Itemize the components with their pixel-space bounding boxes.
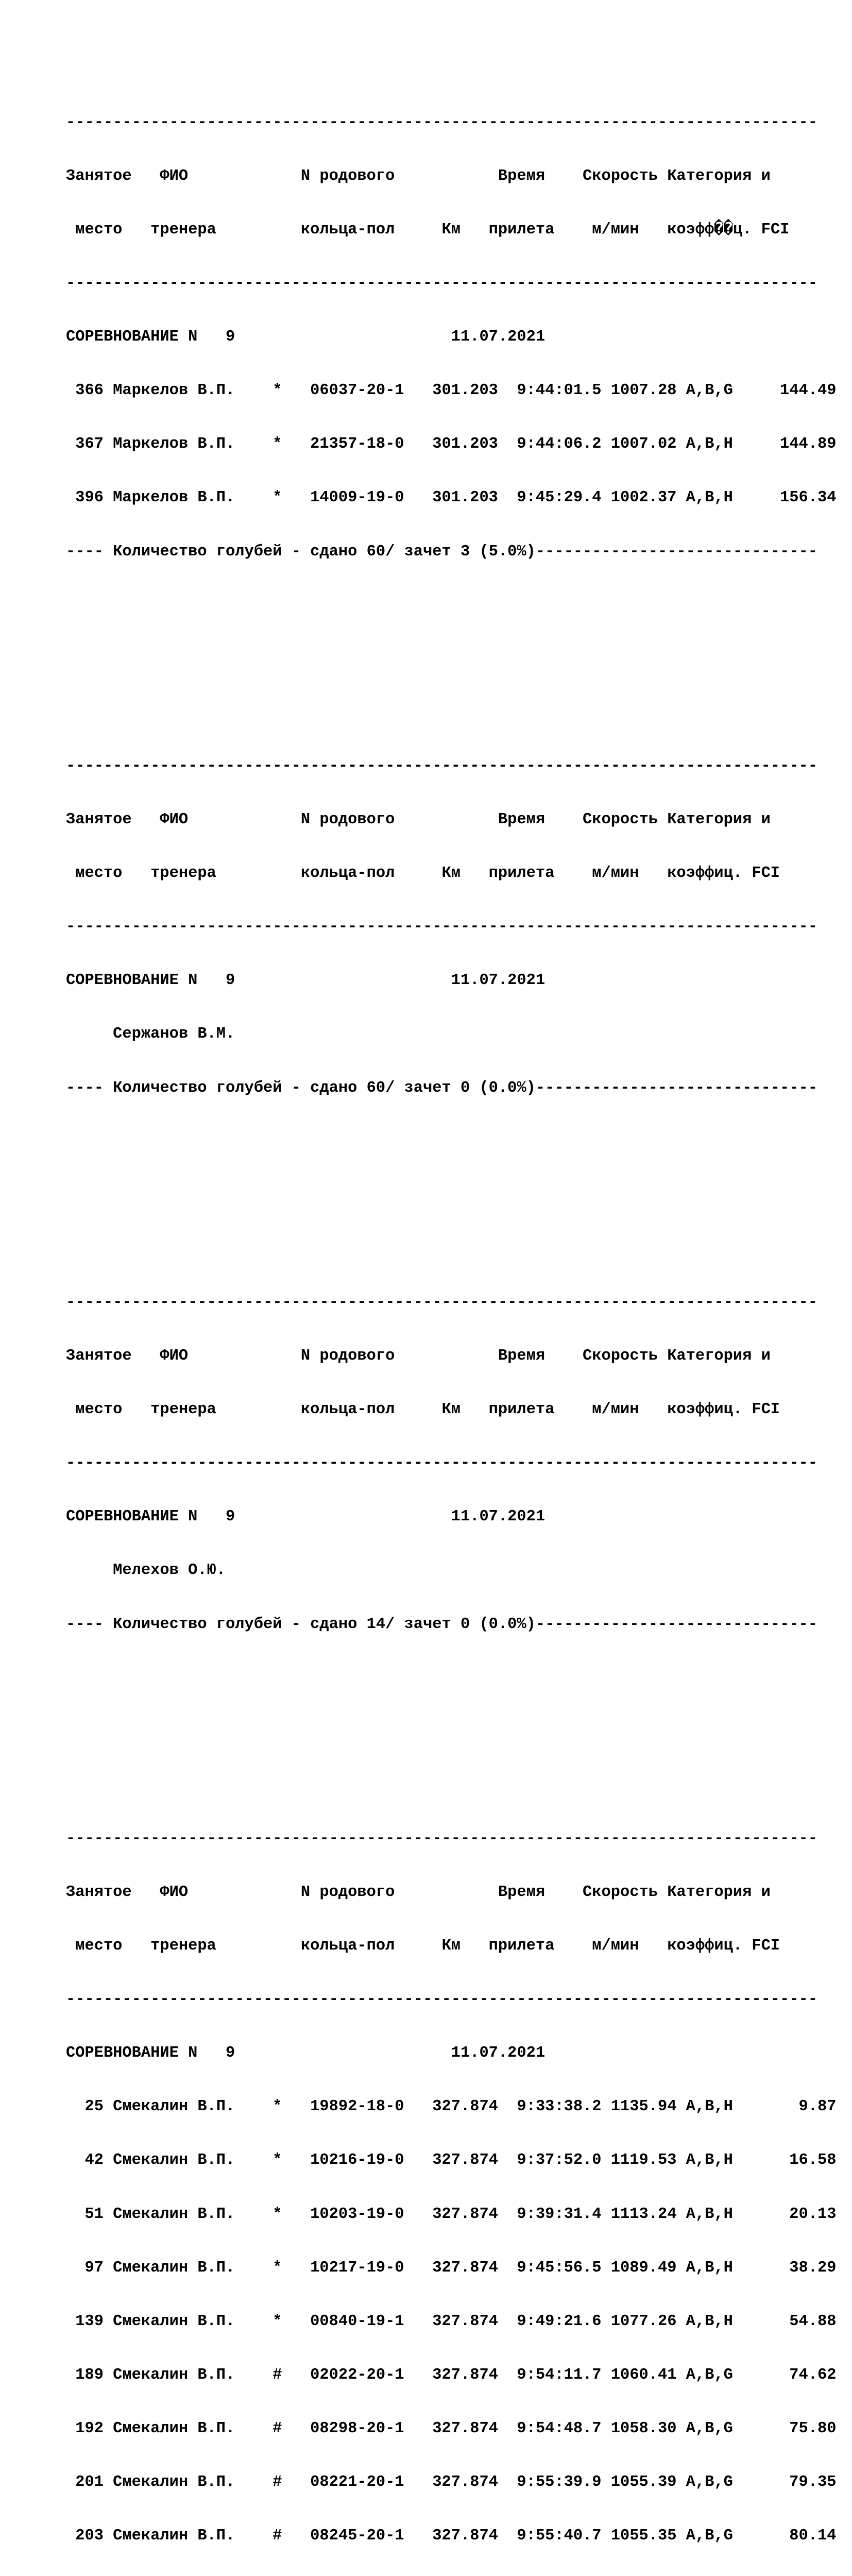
- separator-line: --------------------------------------------------------------------------------: [66, 757, 839, 775]
- separator-line: --------------------------------------------------------------------------------: [66, 1454, 839, 1472]
- summary-line: ---- Количество голубей - сдано 14/ зачет 0 (0.0%)------------------------------: [66, 1616, 839, 1634]
- separator-line: --------------------------------------------------------------------------------: [66, 114, 839, 132]
- summary-line: ---- Количество голубей - сдано 60/ зачет 0 (0.0%)------------------------------: [66, 1079, 839, 1097]
- result-row: 51 Смекалин В.П. * 10203-19-0 327.874 9:39:31.4 1113.24 A,B,H 20.13: [66, 2206, 839, 2224]
- block-gap: [66, 632, 839, 668]
- result-row: 97 Смекалин В.П. * 10217-19-0 327.874 9:45:56.5 1089.49 A,B,H 38.29: [66, 2259, 839, 2277]
- block-gap: [66, 1168, 839, 1204]
- result-row: 367 Маркелов В.П. * 21357-18-0 301.203 9:44:06.2 1007.02 A,B,H 144.89: [66, 435, 839, 453]
- results-block-markelov: [66, 78, 839, 596]
- summary-line: ---- Количество голубей - сдано 60/ зачет 3 (5.0%)------------------------------: [66, 543, 839, 561]
- result-row: 139 Смекалин В.П. * 00840-19-1 327.874 9:49:21.6 1077.26 A,B,H 54.88: [66, 2313, 839, 2331]
- trainer-name: Мелехов О.Ю.: [66, 1562, 839, 1580]
- block-gap: [66, 1705, 839, 1740]
- result-row: 192 Смекалин В.П. # 08298-20-1 327.874 9:54:48.7 1058.30 A,B,G 75.80: [66, 2420, 839, 2438]
- header-line-2: место тренера кольца-пол Км прилета м/мин коэффиц. FCI: [66, 1937, 839, 1955]
- result-row: 396 Маркелов В.П. * 14009-19-0 301.203 9:45:29.4 1002.37 A,B,H 156.34: [66, 489, 839, 507]
- separator-line: --------------------------------------------------------------------------------: [66, 1991, 839, 2009]
- header-line-2: место тренера кольца-пол Км прилета м/мин коэффиц. FCI: [66, 865, 839, 883]
- separator-line: --------------------------------------------------------------------------------: [66, 918, 839, 936]
- result-row: 42 Смекалин В.П. * 10216-19-0 327.874 9:37:52.0 1119.53 A,B,H 16.58: [66, 2151, 839, 2170]
- trainer-name: Сержанов В.М.: [66, 1025, 839, 1043]
- results-block-melekhov: [66, 1258, 839, 1669]
- result-row: 366 Маркелов В.П. * 06037-20-1 301.203 9:44:01.5 1007.28 A,B,G 144.49: [66, 382, 839, 400]
- header-line-1: Занятое ФИО N родового Время Скорость Категория и: [66, 1347, 839, 1365]
- separator-line: --------------------------------------------------------------------------------: [66, 1294, 839, 1312]
- result-row: 25 Смекалин В.П. * 19892-18-0 327.874 9:33:38.2 1135.94 A,B,H 9.87: [66, 2098, 839, 2116]
- competition-title: СОРЕВНОВАНИЕ N 9 11.07.2021: [66, 328, 839, 346]
- competition-title: СОРЕВНОВАНИЕ N 9 11.07.2021: [66, 1508, 839, 1526]
- competition-title: СОРЕВНОВАНИЕ N 9 11.07.2021: [66, 2044, 839, 2062]
- header-line-1: Занятое ФИО N родового Время Скорость Категория и: [66, 167, 839, 185]
- result-row: 203 Смекалин В.П. # 08245-20-1 327.874 9:55:40.7 1055.35 A,B,G 80.14: [66, 2527, 839, 2545]
- separator-line: --------------------------------------------------------------------------------: [66, 275, 839, 293]
- competition-title: СОРЕВНОВАНИЕ N 9 11.07.2021: [66, 972, 839, 990]
- separator-line: --------------------------------------------------------------------------------: [66, 1830, 839, 1848]
- results-block-serzhanov: [66, 722, 839, 1133]
- result-row: 189 Смекалин В.П. # 02022-20-1 327.874 9:54:11.7 1060.41 A,B,G 74.62: [66, 2366, 839, 2384]
- header-line-2: место тренера кольца-пол Км прилета м/мин коэффиц. FCI: [66, 1401, 839, 1419]
- result-row: 201 Смекалин В.П. # 08221-20-1 327.874 9:55:39.9 1055.39 A,B,G 79.35: [66, 2473, 839, 2492]
- header-line-1: Занятое ФИО N родового Время Скорость Категория и: [66, 1884, 839, 1902]
- header-line-2: место тренера кольца-пол Км прилета м/мин коэфф��ц. FCI: [66, 221, 839, 239]
- results-document: [66, 42, 839, 2576]
- header-line-1: Занятое ФИО N родового Время Скорость Категория и: [66, 811, 839, 829]
- results-block-smekalin: [66, 1794, 839, 2576]
